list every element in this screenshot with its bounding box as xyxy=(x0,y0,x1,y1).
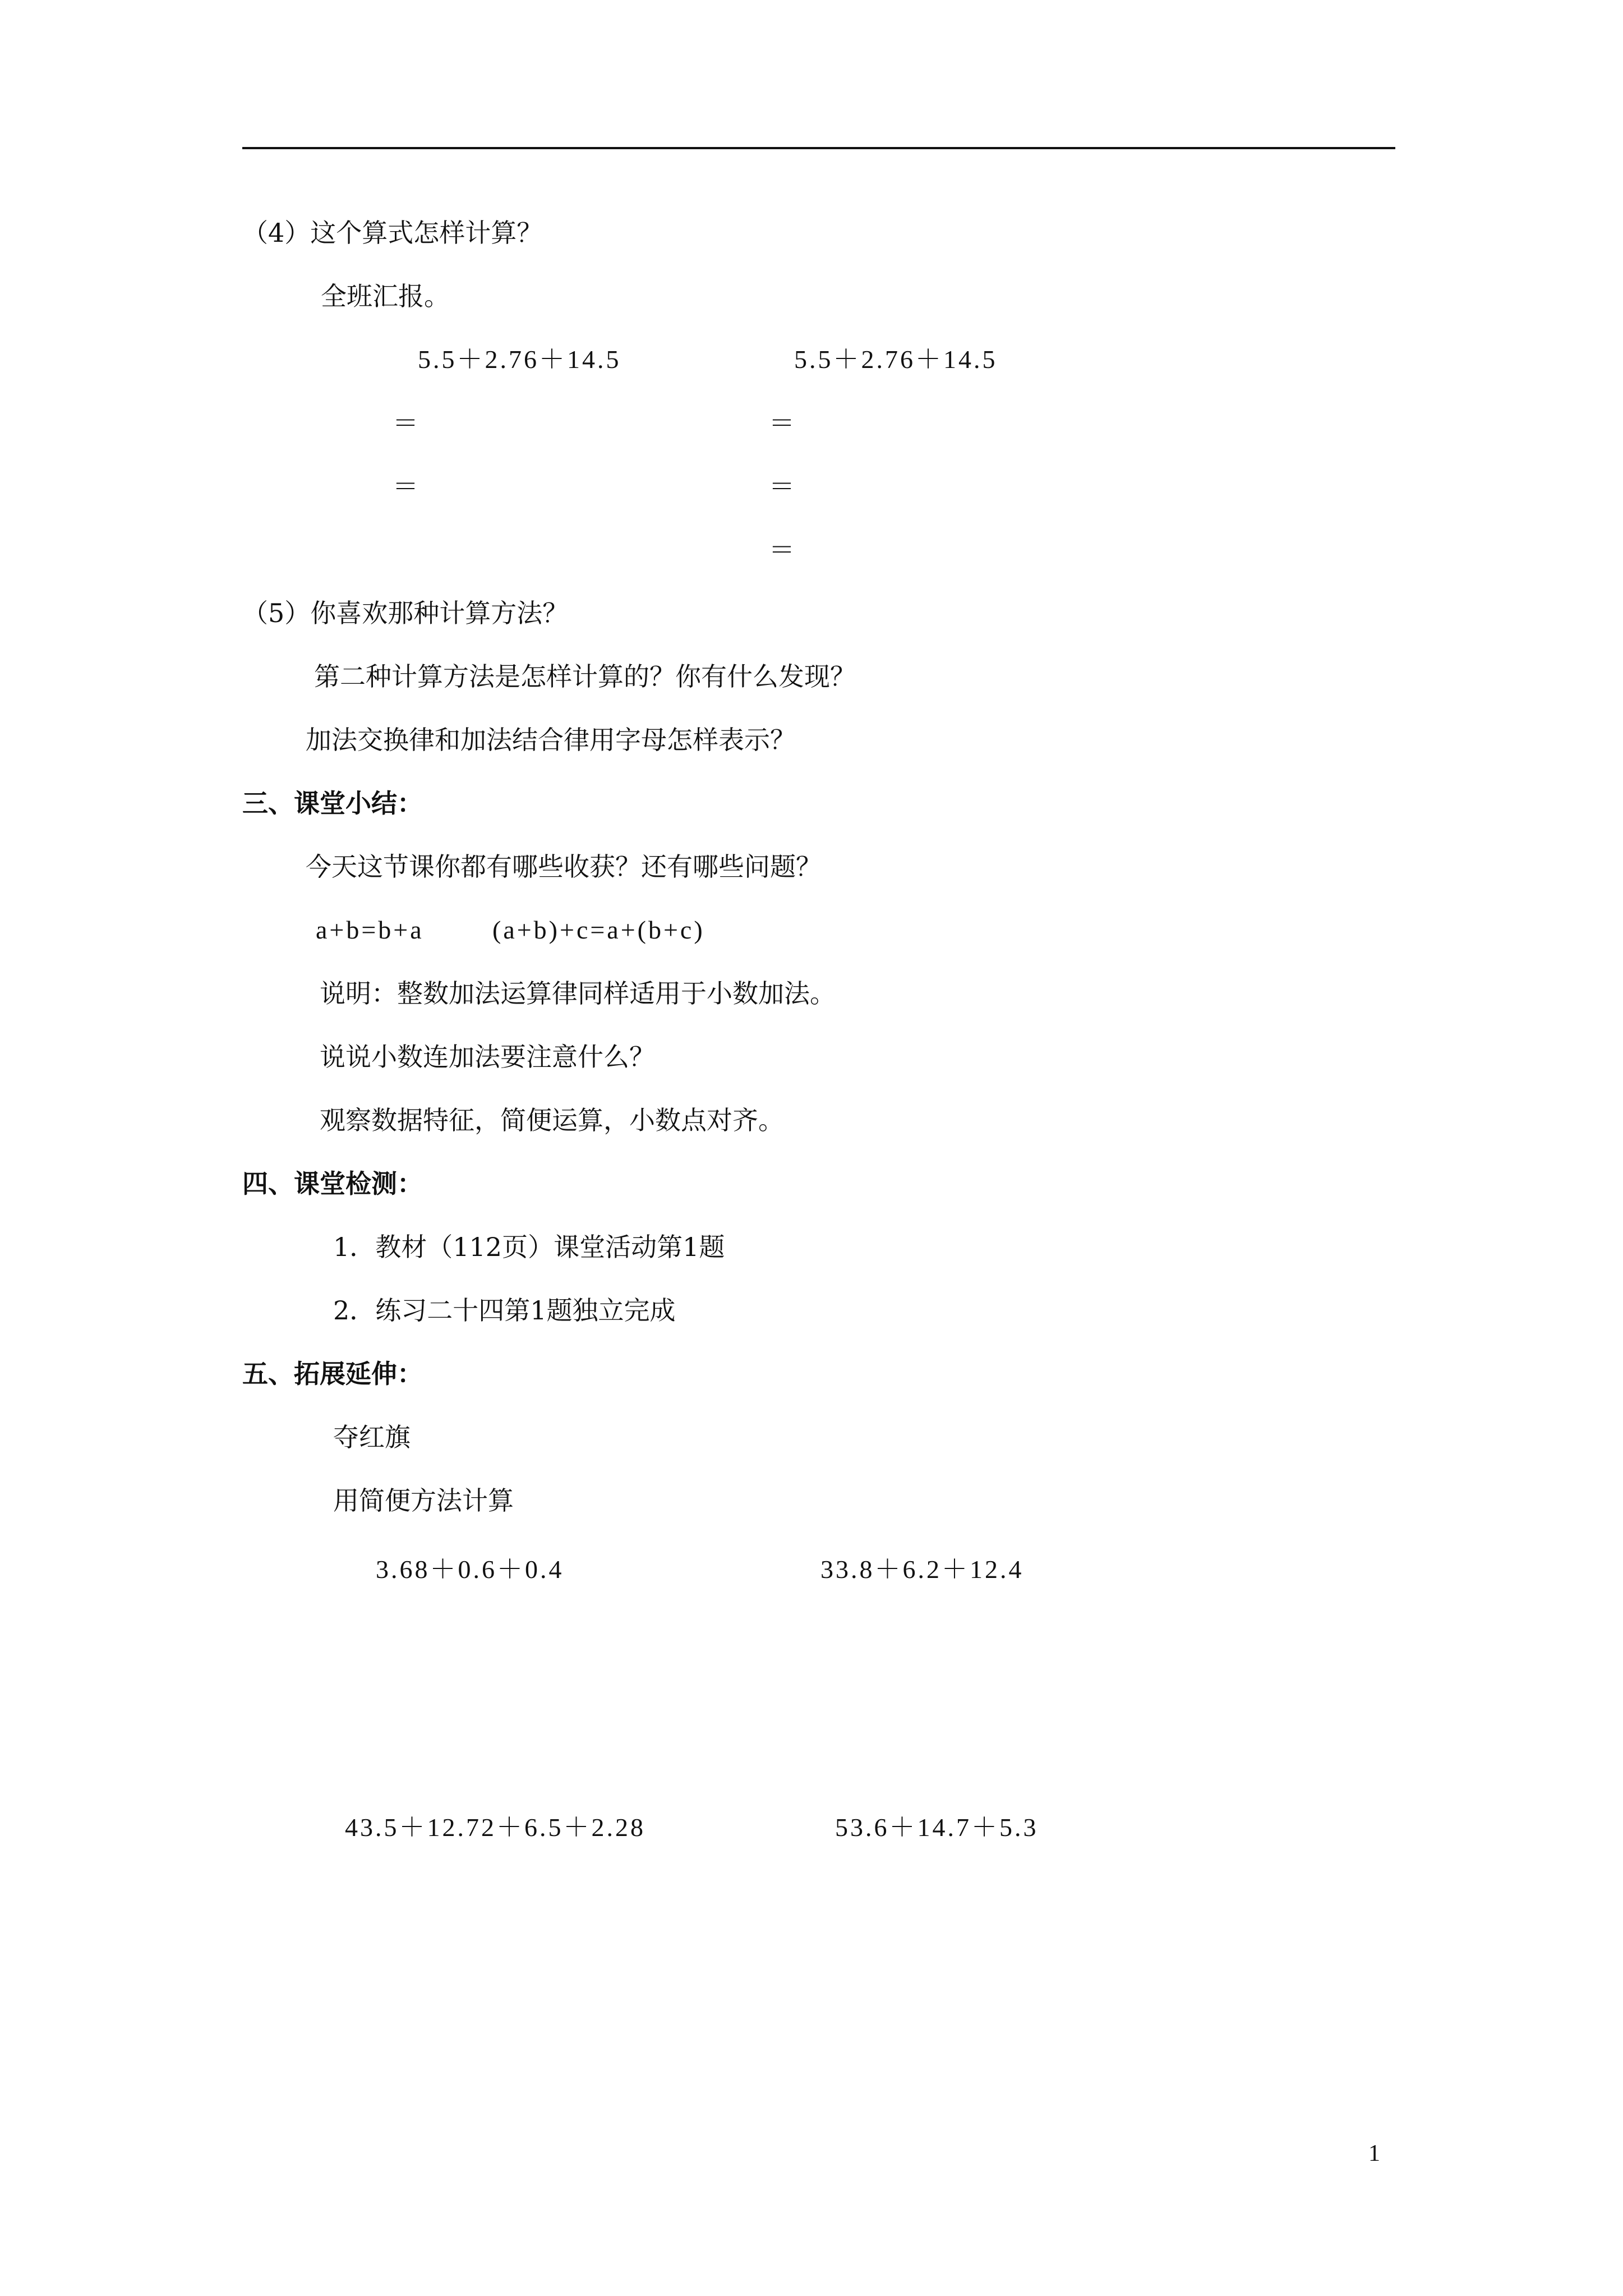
formula-associative: (a+b)+c=a+(b+c) xyxy=(492,915,705,944)
test-item-2: 2．练习二十四第1题独立完成 xyxy=(333,1295,676,1326)
attention-line: 说说小数连加法要注意什么？ xyxy=(320,1042,655,1072)
harvest-line: 今天这节课你都有哪些收获？还有哪些问题？ xyxy=(306,852,822,882)
test-item-1: 1．教材（112页）课堂活动第1题 xyxy=(333,1232,725,1262)
equals-left-2: ＝ xyxy=(393,471,418,501)
extension-heading: 五、拓展延伸： xyxy=(242,1359,423,1389)
question-4: （4）这个算式怎样计算？ xyxy=(242,218,543,248)
second-method-line: 第二种计算方法是怎样计算的？你有什么发现？ xyxy=(314,661,856,692)
equals-right-1: ＝ xyxy=(769,408,795,438)
page-number: 1 xyxy=(1368,2141,1380,2166)
test-heading: 四、课堂检测： xyxy=(242,1168,423,1199)
formula-commutative: a+b=b+a xyxy=(316,915,424,944)
expression-right: 5.5＋2.76＋14.5 xyxy=(794,345,998,374)
explanation-line: 说明：整数加法运算律同样适用于小数加法。 xyxy=(320,978,836,1009)
simple-calc-line: 用简便方法计算 xyxy=(333,1485,514,1516)
header-rule xyxy=(242,147,1395,149)
equals-right-2: ＝ xyxy=(769,471,795,501)
calc-problem-3: 43.5＋12.72＋6.5＋2.28 xyxy=(345,1813,645,1842)
expression-left: 5.5＋2.76＋14.5 xyxy=(418,345,621,374)
red-flag-line: 夺红旗 xyxy=(333,1422,411,1452)
calc-problem-4: 53.6＋14.7＋5.3 xyxy=(835,1813,1039,1842)
observe-line: 观察数据特征，简便运算，小数点对齐。 xyxy=(320,1105,784,1135)
calc-problem-1: 3.68＋0.6＋0.4 xyxy=(376,1555,564,1584)
report-line: 全班汇报。 xyxy=(321,281,450,311)
equals-left-1: ＝ xyxy=(393,408,418,438)
summary-heading: 三、课堂小结： xyxy=(242,788,423,818)
letters-question-line: 加法交换律和加法结合律用字母怎样表示？ xyxy=(306,725,796,755)
question-5: （5）你喜欢那种计算方法？ xyxy=(242,598,569,628)
equals-right-3: ＝ xyxy=(769,535,795,565)
calc-problem-2: 33.8＋6.2＋12.4 xyxy=(820,1555,1024,1584)
